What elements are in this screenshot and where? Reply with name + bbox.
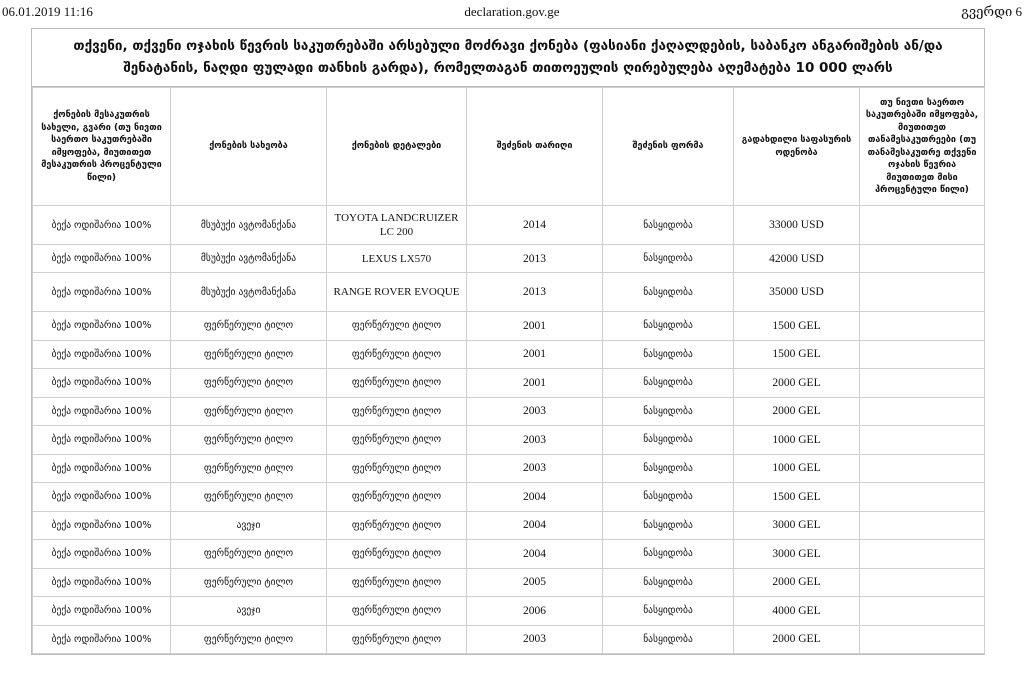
table-row <box>33 625 985 654</box>
page-number: გვერდი 6 <box>961 4 1022 19</box>
cell-property-type: ფერწერული ტილო <box>171 625 327 654</box>
cell-property-details: ფერწერული ტილო <box>327 340 467 369</box>
cell-owner: ბექა ოდიშარია 100% <box>33 273 171 312</box>
cell-owner: ბექა ოდიშარია 100% <box>33 540 171 569</box>
cell-property-type: ფერწერული ტილო <box>171 454 327 483</box>
table-row <box>33 454 985 483</box>
cell-price-paid: 2000 GEL <box>734 397 860 426</box>
cell-property-details: LEXUS LX570 <box>327 245 467 273</box>
cell-property-details: ფერწერული ტილო <box>327 454 467 483</box>
cell-acquisition-date: 2005 <box>467 568 603 597</box>
cell-property-details: ფერწერული ტილო <box>327 397 467 426</box>
cell-acquisition-form: ნასყიდობა <box>603 454 734 483</box>
cell-acquisition-form: ნასყიდობა <box>603 369 734 398</box>
cell-property-details: ფერწერული ტილო <box>327 511 467 540</box>
cell-acquisition-date: 2003 <box>467 454 603 483</box>
table-row <box>33 340 985 369</box>
cell-price-paid: 1500 GEL <box>734 312 860 341</box>
cell-acquisition-form: ნასყიდობა <box>603 206 734 245</box>
column-header-price-paid: გადახდილი საფასურის ოდენობა <box>734 88 860 206</box>
cell-price-paid: 2000 GEL <box>734 568 860 597</box>
movable-property-table <box>32 87 985 654</box>
cell-co-owners <box>860 206 985 245</box>
cell-acquisition-form: ნასყიდობა <box>603 511 734 540</box>
cell-acquisition-form: ნასყიდობა <box>603 312 734 341</box>
cell-acquisition-form: ნასყიდობა <box>603 597 734 626</box>
cell-property-details: RANGE ROVER EVOQUE <box>327 273 467 312</box>
cell-property-type: ფერწერული ტილო <box>171 426 327 455</box>
column-header-property-type: ქონების სახეობა <box>171 88 327 206</box>
cell-co-owners <box>860 369 985 398</box>
cell-property-details: ფერწერული ტილო <box>327 483 467 512</box>
cell-acquisition-date: 2004 <box>467 540 603 569</box>
cell-owner: ბექა ოდიშარია 100% <box>33 426 171 455</box>
cell-price-paid: 3000 GEL <box>734 511 860 540</box>
cell-co-owners <box>860 540 985 569</box>
table-row <box>33 245 985 273</box>
cell-price-paid: 33000 USD <box>734 206 860 245</box>
cell-acquisition-form: ნასყიდობა <box>603 540 734 569</box>
cell-co-owners <box>860 273 985 312</box>
cell-owner: ბექა ოდიშარია 100% <box>33 625 171 654</box>
cell-property-type: მსუბუქი ავტომანქანა <box>171 206 327 245</box>
cell-acquisition-form: ნასყიდობა <box>603 245 734 273</box>
cell-price-paid: 42000 USD <box>734 245 860 273</box>
cell-co-owners <box>860 568 985 597</box>
table-row <box>33 206 985 245</box>
cell-acquisition-date: 2003 <box>467 625 603 654</box>
cell-acquisition-date: 2001 <box>467 369 603 398</box>
cell-owner: ბექა ოდიშარია 100% <box>33 483 171 512</box>
cell-owner: ბექა ოდიშარია 100% <box>33 312 171 341</box>
cell-price-paid: 4000 GEL <box>734 597 860 626</box>
cell-co-owners <box>860 483 985 512</box>
cell-co-owners <box>860 625 985 654</box>
table-row <box>33 511 985 540</box>
cell-owner: ბექა ოდიშარია 100% <box>33 340 171 369</box>
cell-property-details: ფერწერული ტილო <box>327 312 467 341</box>
cell-acquisition-date: 2003 <box>467 397 603 426</box>
cell-property-details: ფერწერული ტილო <box>327 426 467 455</box>
cell-owner: ბექა ოდიშარია 100% <box>33 597 171 626</box>
cell-property-type: ავეჯი <box>171 511 327 540</box>
table-row <box>33 369 985 398</box>
cell-price-paid: 2000 GEL <box>734 625 860 654</box>
column-header-owner: ქონების მესაკუთრის სახელი, გვარი (თუ ნივთი საერთო საკუთრებაში იმყოფება, მიუთითეთ მესაკუთრის პროცენტული წილი) <box>33 88 171 206</box>
cell-property-details: ფერწერული ტილო <box>327 625 467 654</box>
column-header-property-details: ქონების დეტალები <box>327 88 467 206</box>
column-header-acquisition-form: შეძენის ფორმა <box>603 88 734 206</box>
cell-acquisition-date: 2013 <box>467 273 603 312</box>
table-row <box>33 540 985 569</box>
cell-property-details: ფერწერული ტილო <box>327 369 467 398</box>
cell-acquisition-form: ნასყიდობა <box>603 397 734 426</box>
cell-property-type: ფერწერული ტილო <box>171 540 327 569</box>
cell-price-paid: 1500 GEL <box>734 340 860 369</box>
cell-price-paid: 2000 GEL <box>734 369 860 398</box>
section-title: თქვენი, თქვენი ოჯახის წევრის საკუთრებაში არსებული მოძრავი ქონება (ფასიანი ქაღალდების, საბანკო ანგარიშების ან/და შენატანის, ნაღდი ფულადი თანხის გარდა), რომელთაგან თითოეულის ღირებულება აღემატება 10 000 ლარს <box>32 29 984 87</box>
cell-owner: ბექა ოდიშარია 100% <box>33 511 171 540</box>
cell-co-owners <box>860 340 985 369</box>
cell-property-type: ფერწერული ტილო <box>171 483 327 512</box>
cell-property-details: ფერწერული ტილო <box>327 540 467 569</box>
table-header-row <box>33 88 985 206</box>
cell-acquisition-date: 2001 <box>467 340 603 369</box>
cell-property-type: ფერწერული ტილო <box>171 568 327 597</box>
cell-price-paid: 1000 GEL <box>734 454 860 483</box>
cell-acquisition-date: 2004 <box>467 483 603 512</box>
cell-property-details: ფერწერული ტილო <box>327 597 467 626</box>
table-row <box>33 312 985 341</box>
cell-acquisition-form: ნასყიდობა <box>603 340 734 369</box>
cell-co-owners <box>860 397 985 426</box>
cell-acquisition-date: 2001 <box>467 312 603 341</box>
cell-owner: ბექა ოდიშარია 100% <box>33 568 171 597</box>
column-header-co-owners: თუ ნივთი საერთო საკუთრებაში იმყოფება, მიუთითეთ თანამესაკუთრეები (თუ თანამესაკუთრე თქვენი ოჯახის წევრია მიუთითეთ მისი პროცენტული წილი) <box>860 88 985 206</box>
cell-owner: ბექა ოდიშარია 100% <box>33 245 171 273</box>
cell-co-owners <box>860 245 985 273</box>
cell-acquisition-form: ნასყიდობა <box>603 483 734 512</box>
cell-property-details: TOYOTA LANDCRUIZER LC 200 <box>327 206 467 245</box>
cell-property-type: მსუბუქი ავტომანქანა <box>171 245 327 273</box>
declaration-section <box>31 28 985 655</box>
cell-acquisition-form: ნასყიდობა <box>603 625 734 654</box>
table-row <box>33 397 985 426</box>
cell-price-paid: 1500 GEL <box>734 483 860 512</box>
cell-co-owners <box>860 597 985 626</box>
cell-property-type: ფერწერული ტილო <box>171 397 327 426</box>
cell-property-type: ფერწერული ტილო <box>171 312 327 341</box>
cell-acquisition-date: 2006 <box>467 597 603 626</box>
cell-property-type: ავეჯი <box>171 597 327 626</box>
print-date: 06.01.2019 11:16 <box>2 4 93 19</box>
cell-owner: ბექა ოდიშარია 100% <box>33 206 171 245</box>
table-row <box>33 273 985 312</box>
cell-acquisition-date: 2014 <box>467 206 603 245</box>
cell-acquisition-form: ნასყიდობა <box>603 426 734 455</box>
table-row <box>33 426 985 455</box>
cell-property-type: ფერწერული ტილო <box>171 369 327 398</box>
table-body <box>33 206 985 654</box>
cell-acquisition-date: 2004 <box>467 511 603 540</box>
cell-acquisition-form: ნასყიდობა <box>603 568 734 597</box>
cell-property-details: ფერწერული ტილო <box>327 568 467 597</box>
cell-acquisition-date: 2003 <box>467 426 603 455</box>
table-row <box>33 597 985 626</box>
cell-acquisition-form: ნასყიდობა <box>603 273 734 312</box>
cell-price-paid: 3000 GEL <box>734 540 860 569</box>
cell-price-paid: 1000 GEL <box>734 426 860 455</box>
column-header-acquisition-date: შეძენის თარიღი <box>467 88 603 206</box>
cell-property-type: ფერწერული ტილო <box>171 340 327 369</box>
page-header <box>0 0 1024 26</box>
cell-acquisition-date: 2013 <box>467 245 603 273</box>
cell-co-owners <box>860 454 985 483</box>
cell-co-owners <box>860 426 985 455</box>
cell-co-owners <box>860 511 985 540</box>
cell-owner: ბექა ოდიშარია 100% <box>33 397 171 426</box>
table-row <box>33 568 985 597</box>
cell-co-owners <box>860 312 985 341</box>
cell-property-type: მსუბუქი ავტომანქანა <box>171 273 327 312</box>
site-url: declaration.gov.ge <box>464 4 560 19</box>
table-row <box>33 483 985 512</box>
cell-owner: ბექა ოდიშარია 100% <box>33 454 171 483</box>
cell-price-paid: 35000 USD <box>734 273 860 312</box>
cell-owner: ბექა ოდიშარია 100% <box>33 369 171 398</box>
